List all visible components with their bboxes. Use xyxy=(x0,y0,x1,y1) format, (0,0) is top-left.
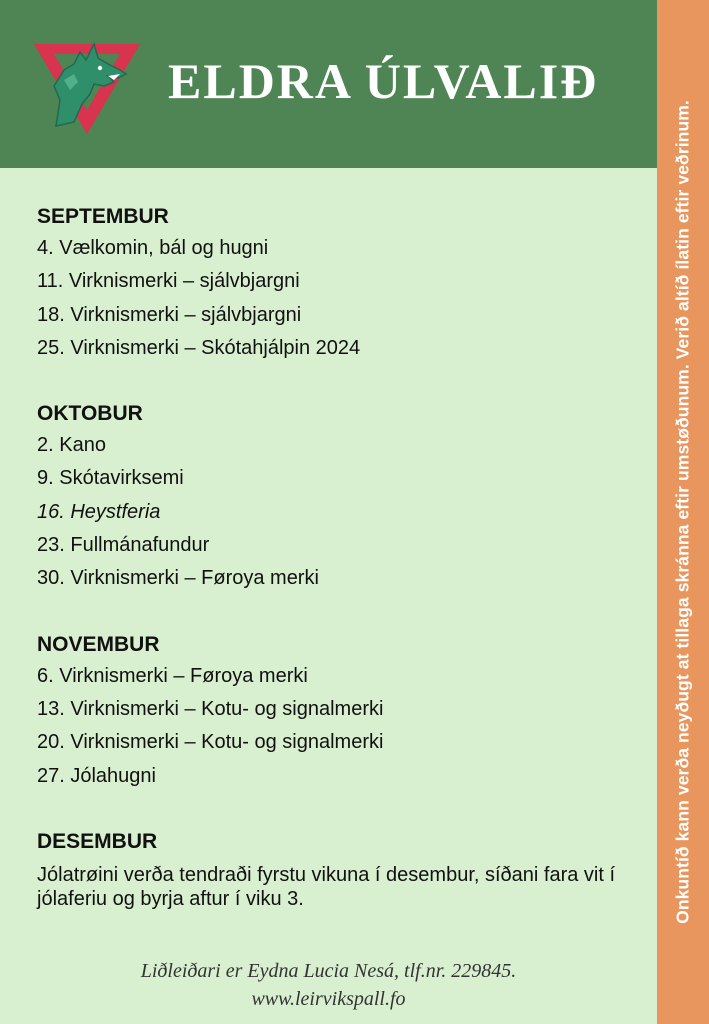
event-item: 13. Virknismerki – Kotu- og signalmerki xyxy=(37,697,384,720)
event-item: 27. Jólahugni xyxy=(37,764,156,787)
event-item: 30. Virknismerki – Føroya merki xyxy=(37,567,319,590)
event-item: 6. Virknismerki – Føroya merki xyxy=(37,664,308,687)
page-title: ELDRA ÚLVALIÐ xyxy=(168,53,599,109)
event-item: 11. Virknismerki – sjálvbjargni xyxy=(37,270,300,293)
month-section xyxy=(37,399,649,595)
month-heading: OKTOBUR xyxy=(37,402,143,426)
schedule-change-notice: Onkuntíð kann verða neyðugt at tillaga skránna eftir umstøðunum. Verið altíð ílatin eftir veðrinum. xyxy=(672,100,693,924)
event-item: 4. Vælkomin, bál og hugni xyxy=(37,237,269,259)
wolf-logo-icon xyxy=(34,40,140,134)
footer xyxy=(0,957,657,1013)
month-section xyxy=(37,202,649,365)
event-item: 23. Fullmánafundur xyxy=(37,534,210,557)
leader-contact: Liðleiðari er Eydna Lucia Nesá, tlf.nr. 229845. xyxy=(140,960,517,982)
event-item: 20. Virknismerki – Kotu- og signalmerki xyxy=(37,731,384,754)
header-banner xyxy=(0,0,657,168)
month-section xyxy=(37,827,649,911)
month-heading: NOVEMBUR xyxy=(37,632,160,656)
event-item: 18. Virknismerki – sjálvbjargni xyxy=(37,303,302,326)
event-item: 9. Skótavirksemi xyxy=(37,467,184,490)
event-item: 2. Kano xyxy=(37,434,106,457)
event-item: 25. Virknismerki – Skótahjálpin 2024 xyxy=(37,336,361,359)
month-heading: DESEMBUR xyxy=(37,829,158,853)
event-list xyxy=(37,660,649,793)
month-heading: SEPTEMBUR xyxy=(37,205,169,228)
website-link[interactable]: www.leirvikspall.fo xyxy=(251,988,406,1010)
sidebar-notice xyxy=(657,0,709,1024)
month-section xyxy=(37,630,649,793)
event-list xyxy=(37,232,649,365)
schedule xyxy=(37,202,649,945)
event-item: 16. Heystferia xyxy=(37,500,161,523)
december-note: Jólatrøini verða tendraði fyrstu vikuna í desembur, síðani fara vit í jólaferiu og byrja aftur í viku 3. xyxy=(37,863,616,910)
event-list xyxy=(37,429,649,595)
